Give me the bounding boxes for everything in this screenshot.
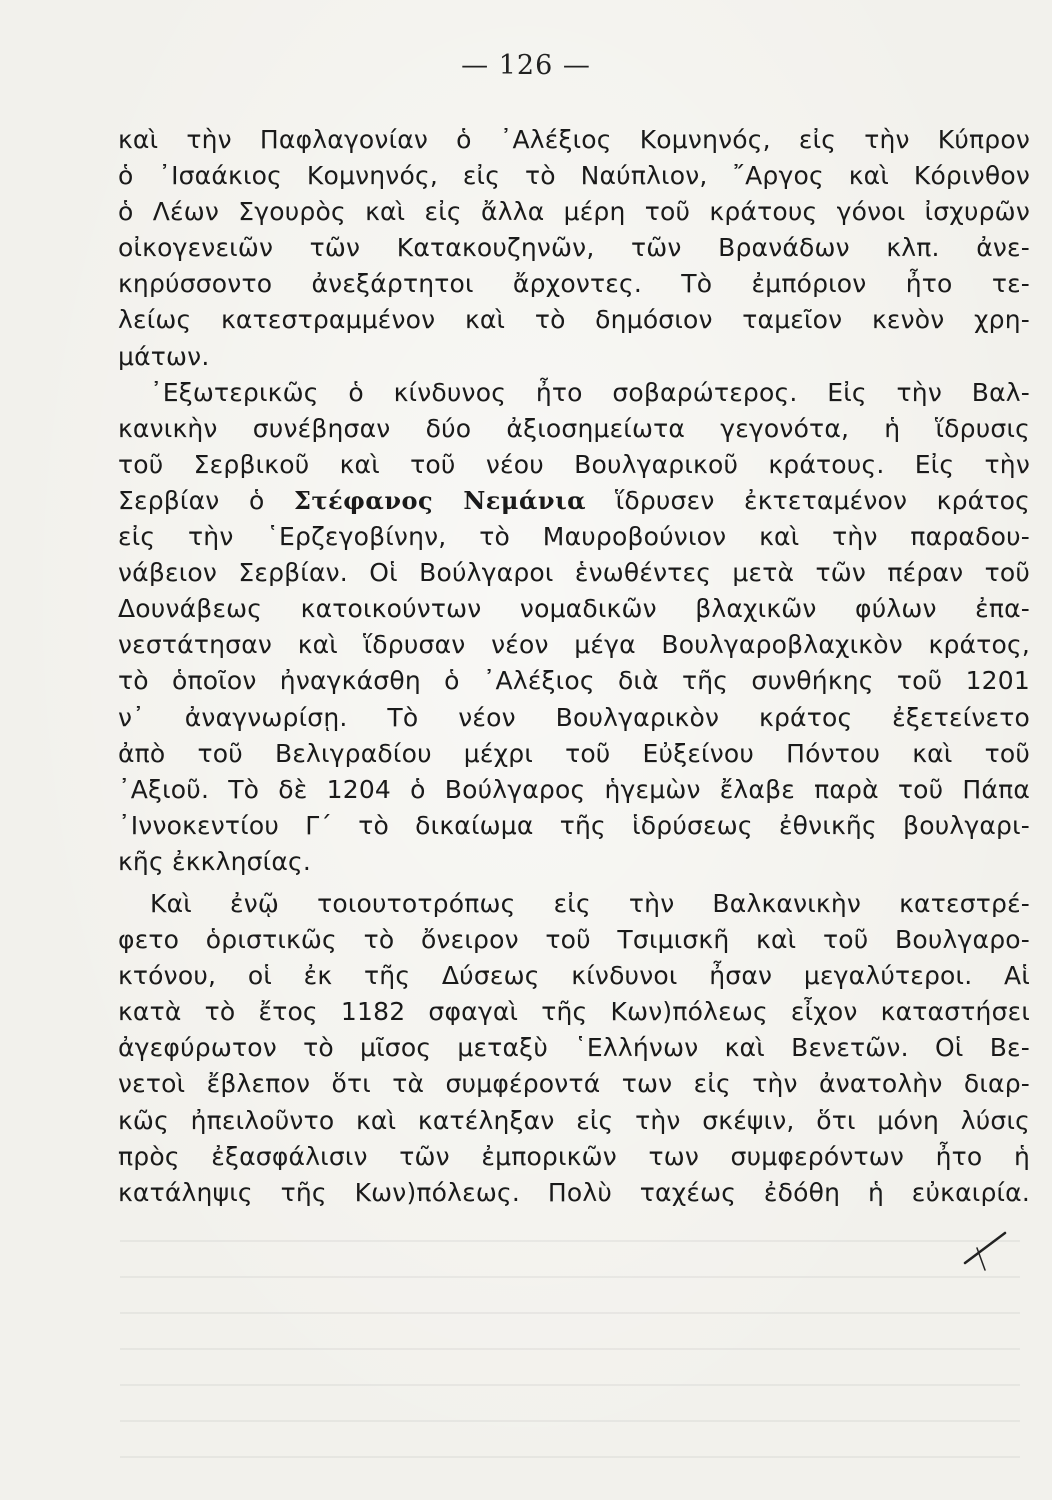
text-line-with-name: [118, 483, 1030, 519]
text-line: κτόνου, οἱ ἐκ τῆς Δύσεως κίνδυνοι ἦσαν μεγαλύτεροι. Αἱ: [118, 961, 1030, 991]
text-line: φετο ὁριστικῶς τὸ ὄνειρον τοῦ Τσιμισκῆ καὶ τοῦ Βουλγαρο-: [118, 925, 1030, 955]
text-line: κατάληψις τῆς Κων)πόλεως. Πολὺ ταχέως ἐδόθη ἡ εὐκαιρία.: [118, 1177, 1030, 1207]
text-line: οἰκογενειῶν τῶν Κατακουζηνῶν, τῶν Βρανάδων κλπ. ἀνε-: [118, 233, 1030, 263]
text-line: ὁ Λέων Σγουρὸς καὶ εἰς ἄλλα μέρη τοῦ κράτους γόνοι ἰσχυρῶν: [118, 197, 1030, 227]
text-line: κανικὴν συνέβησαν δύο ἀξιοσημείωτα γεγονότα, ἡ ἵδρυσις: [118, 413, 1030, 443]
text-line: Δουνάβεως κατοικούντων νομαδικῶν βλαχικῶν φύλων ἐπα-: [118, 594, 1030, 624]
text-line: μάτων.: [118, 341, 210, 371]
page-number: — 126 —: [461, 50, 591, 81]
name-line-start: Σερβίαν ὁ: [118, 485, 265, 515]
text-line: κῶς ἠπειλοῦντο καὶ κατέληξαν εἰς τὴν σκέψιν, ὅτι μόνη λύσις: [118, 1105, 1030, 1135]
text-line: ᾿Ιννοκεντίου Γ΄ τὸ δικαίωμα τῆς ἱδρύσεως ἐθνικῆς βουλγαρι-: [118, 810, 1030, 840]
bleed-through-texture: [120, 1240, 1020, 1480]
text-line: Καὶ ἐνῷ τοιουτοτρόπως εἰς τὴν Βαλκανικὴν κατεστρέ-: [150, 888, 1030, 918]
text-line: κηρύσσοντο ἀνεξάρτητοι ἄρχοντες. Τὸ ἐμπόριον ἦτο τε-: [118, 269, 1030, 299]
text-line: νετοὶ ἔβλεπον ὅτι τὰ συμφέροντά των εἰς τὴν ἀνατολὴν διαρ-: [118, 1069, 1030, 1099]
bold-name-stefanos-nemania: Στέφανος Νεμάνια: [293, 485, 587, 515]
text-line: τοῦ Σερβικοῦ καὶ τοῦ νέου Βουλγαρικοῦ κράτους. Εἰς τὴν: [118, 449, 1030, 479]
paragraph-1: [118, 122, 1030, 375]
text-line: λείως κατεστραμμένον καὶ τὸ δημόσιον ταμεῖον κενὸν χρη-: [118, 305, 1030, 335]
text-line: τὸ ὁποῖον ἠναγκάσθη ὁ ᾿Αλέξιος διὰ τῆς συνθήκης τοῦ 1201: [118, 666, 1030, 696]
paragraph-2: [118, 375, 1030, 880]
text-line: καὶ τὴν Παφλαγονίαν ὁ ᾿Αλέξιος Κομνηνός, εἰς τὴν Κύπρον: [118, 125, 1030, 154]
pen-mark-icon: [955, 1218, 1015, 1278]
text-line: εἰς τὴν ῾Ερζεγοβίνην, τὸ Μαυροβούνιον καὶ τὴν παραδου-: [118, 522, 1030, 552]
text-line: νάβειον Σερβίαν. Οἱ Βούλγαροι ἑνωθέντες μετὰ τῶν πέραν τοῦ: [118, 558, 1030, 588]
paragraph-3: [118, 886, 1030, 1211]
text-line: κατὰ τὸ ἔτος 1182 σφαγαὶ τῆς Κων)πόλεως εἶχον καταστήσει: [118, 997, 1030, 1027]
text-line: ᾿Αξιοῦ. Τὸ δὲ 1204 ὁ Βούλγαρος ἡγεμὼν ἔλαβε παρὰ τοῦ Πάπα: [118, 774, 1030, 804]
text-line: ν᾿ ἀναγνωρίσῃ. Τὸ νέον Βουλγαρικὸν κράτος ἐξετείνετο: [118, 702, 1030, 732]
body-text: [118, 122, 1030, 1211]
text-line: ὁ ᾿Ισαάκιος Κομνηνός, εἰς τὸ Ναύπλιον, ῎Αργος καὶ Κόρινθον: [118, 161, 1030, 191]
text-line: κῆς ἐκκλησίας.: [118, 846, 312, 876]
text-line: πρὸς ἐξασφάλισιν τῶν ἐμπορικῶν των συμφερόντων ἦτο ἡ: [118, 1141, 1030, 1171]
text-line: ἀγεφύρωτον τὸ μῖσος μεταξὺ ῾Ελλήνων καὶ Βενετῶν. Οἱ Βε-: [118, 1033, 1030, 1063]
text-line: ᾿Εξωτερικῶς ὁ κίνδυνος ἦτο σοβαρώτερος. Εἰς τὴν Βαλ-: [150, 377, 1030, 407]
text-line: νεστάτησαν καὶ ἵδρυσαν νέον μέγα Βουλγαροβλαχικὸν κράτος,: [118, 630, 1030, 660]
name-line-end: ἵδρυσεν ἐκτεταμένον κράτος: [615, 485, 1030, 515]
text-line: ἀπὸ τοῦ Βελιγραδίου μέχρι τοῦ Εὐξείνου Πόντου καὶ τοῦ: [118, 738, 1030, 768]
